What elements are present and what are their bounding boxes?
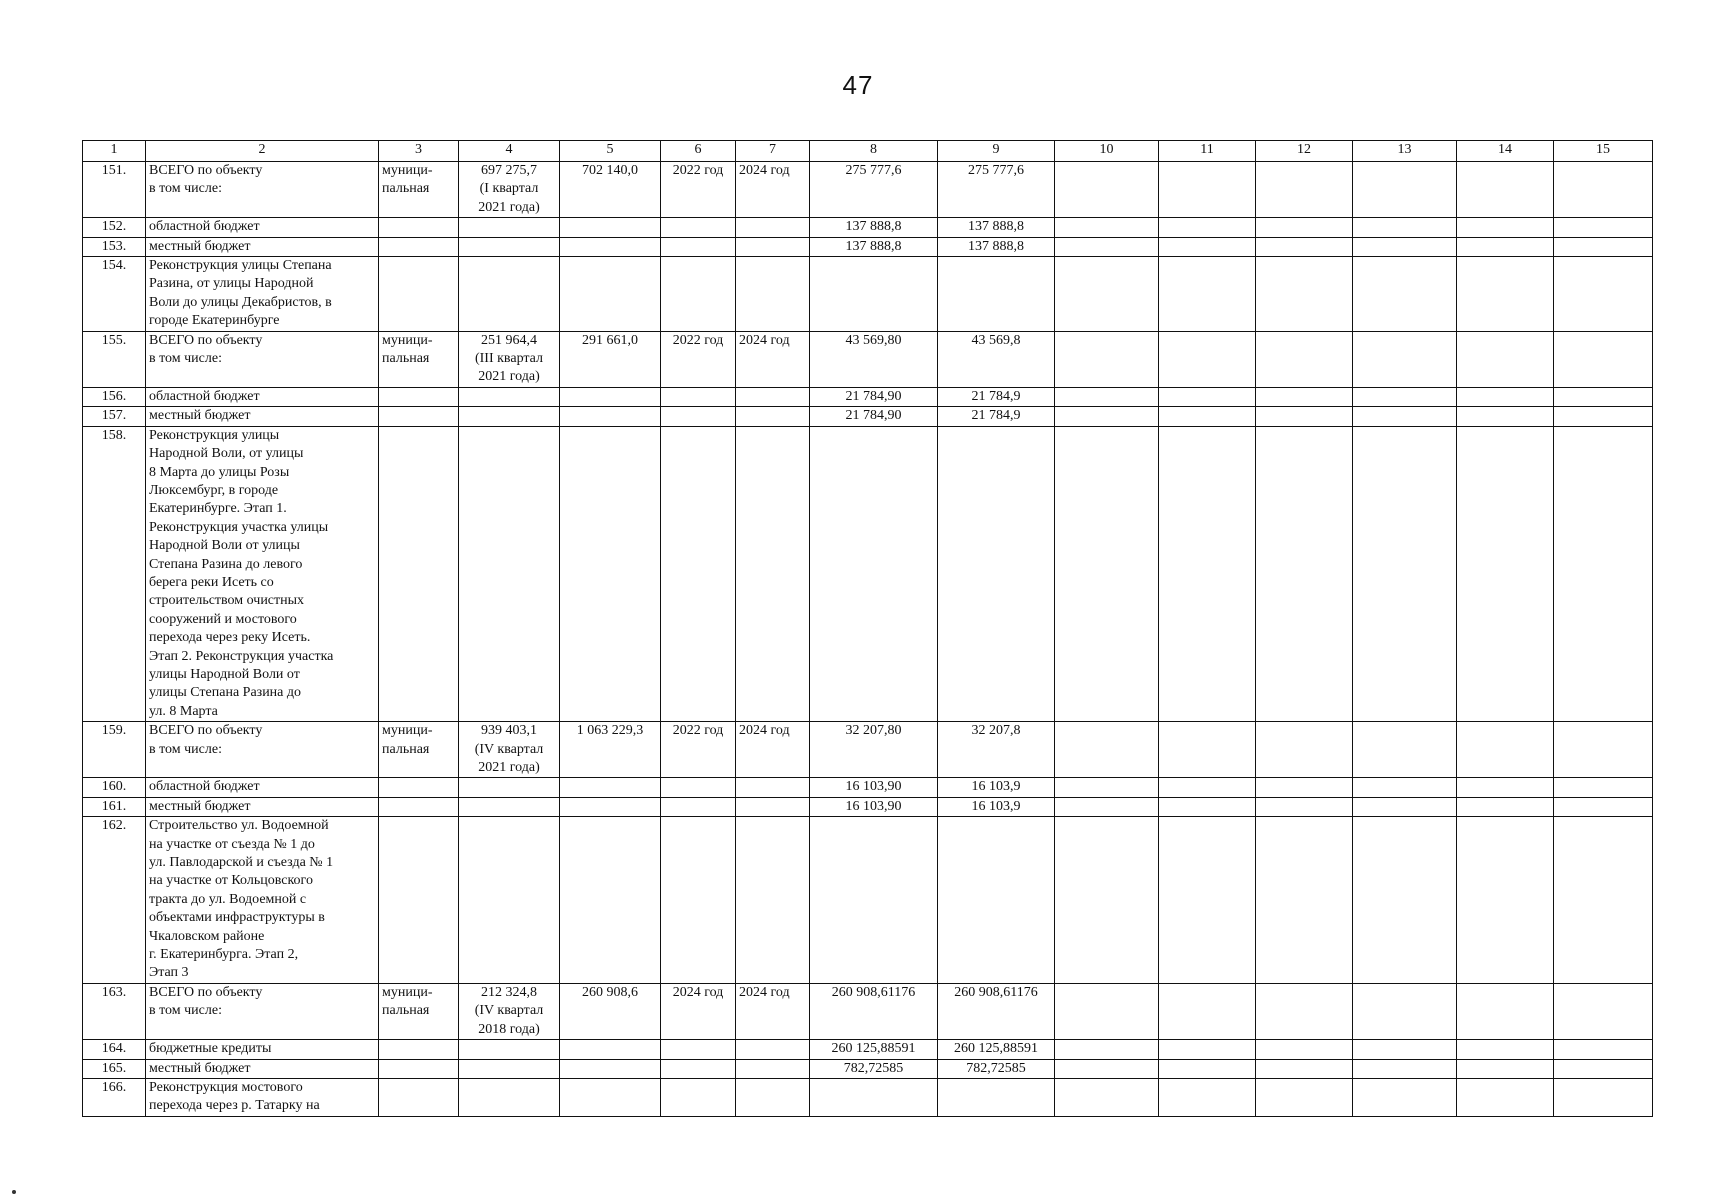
funding-year-cell: 16 103,9 — [938, 797, 1055, 816]
total-cost-cell — [560, 257, 661, 332]
row-name: ВСЕГО по объекту в том числе: — [146, 983, 379, 1039]
column-14-cell — [1457, 237, 1554, 256]
column-13-cell — [1353, 331, 1457, 387]
end-year-cell — [736, 237, 810, 256]
column-12-cell — [1256, 797, 1353, 816]
column-13-cell — [1353, 983, 1457, 1039]
start-year-cell — [661, 218, 736, 237]
column-11-cell — [1159, 778, 1256, 797]
funding-year-cell — [938, 257, 1055, 332]
ownership-cell — [379, 1040, 459, 1059]
row-name: ВСЕГО по объекту в том числе: — [146, 162, 379, 218]
funding-total-cell — [810, 257, 938, 332]
column-13-cell — [1353, 1040, 1457, 1059]
column-15-cell — [1554, 237, 1653, 256]
column-14-cell — [1457, 1078, 1554, 1116]
column-13-cell — [1353, 237, 1457, 256]
ownership-cell — [379, 407, 459, 426]
column-13-cell — [1353, 257, 1457, 332]
column-10-cell — [1055, 1040, 1159, 1059]
row-number: 164. — [83, 1040, 146, 1059]
start-year-cell: 2022 год — [661, 722, 736, 778]
column-13-cell — [1353, 1059, 1457, 1078]
row-number: 160. — [83, 778, 146, 797]
table-row — [83, 162, 1653, 218]
column-15-cell — [1554, 722, 1653, 778]
column-15-cell — [1554, 407, 1653, 426]
column-13-cell — [1353, 162, 1457, 218]
column-header-6: 6 — [661, 141, 736, 162]
funding-total-cell: 137 888,8 — [810, 218, 938, 237]
row-name: областной бюджет — [146, 778, 379, 797]
table-row — [83, 1040, 1653, 1059]
column-14-cell — [1457, 1040, 1554, 1059]
funding-year-cell: 275 777,6 — [938, 162, 1055, 218]
column-11-cell — [1159, 426, 1256, 722]
column-header-5: 5 — [560, 141, 661, 162]
funding-year-cell: 137 888,8 — [938, 218, 1055, 237]
total-cost-cell — [560, 778, 661, 797]
total-cost-cell: 702 140,0 — [560, 162, 661, 218]
funding-year-cell — [938, 817, 1055, 984]
funding-total-cell: 16 103,90 — [810, 797, 938, 816]
column-14-cell — [1457, 797, 1554, 816]
funding-total-cell: 260 908,61176 — [810, 983, 938, 1039]
funding-year-cell: 782,72585 — [938, 1059, 1055, 1078]
total-cost-cell — [560, 1040, 661, 1059]
ownership-cell — [379, 1059, 459, 1078]
start-year-cell — [661, 778, 736, 797]
funding-year-cell: 137 888,8 — [938, 237, 1055, 256]
row-name: Реконструкция улицы Народной Воли, от улицы 8 Марта до улицы Розы Люксембург, в городе Екатеринбурге. Этап 1. Реконструкция участка улицы Народной Воли от улицы Степана Разина до левого берега реки Исеть со строительством очистных сооружений и мостового перехода через реку Исеть. Этап 2. Реконструкция участка улицы Народной Воли от улицы Степана Разина до ул. 8 Марта — [146, 426, 379, 722]
page-number: 47 — [842, 70, 874, 100]
row-name: Реконструкция мостового перехода через р. Татарку на — [146, 1078, 379, 1116]
column-15-cell — [1554, 257, 1653, 332]
total-cost-cell — [560, 237, 661, 256]
column-13-cell — [1353, 817, 1457, 984]
estimated-cost-cell: 939 403,1 (IV квартал 2021 года) — [459, 722, 560, 778]
table-row — [83, 407, 1653, 426]
column-10-cell — [1055, 778, 1159, 797]
row-name: областной бюджет — [146, 387, 379, 406]
start-year-cell — [661, 1078, 736, 1116]
column-10-cell — [1055, 257, 1159, 332]
end-year-cell: 2024 год — [736, 722, 810, 778]
start-year-cell: 2024 год — [661, 983, 736, 1039]
column-10-cell — [1055, 331, 1159, 387]
column-13-cell — [1353, 1078, 1457, 1116]
column-10-cell — [1055, 237, 1159, 256]
row-number: 166. — [83, 1078, 146, 1116]
row-number: 152. — [83, 218, 146, 237]
estimated-cost-cell — [459, 257, 560, 332]
row-name: Строительство ул. Водоемной на участке от съезда № 1 до ул. Павлодарской и съезда № 1 на участке от Кольцовского тракта до ул. Водоемной с объектами инфраструктуры в Чкаловском районе г. Екатеринбурга. Этап 2, Этап 3 — [146, 817, 379, 984]
table-row — [83, 331, 1653, 387]
total-cost-cell: 291 661,0 — [560, 331, 661, 387]
start-year-cell — [661, 237, 736, 256]
ownership-cell: муници- пальная — [379, 331, 459, 387]
column-12-cell — [1256, 1078, 1353, 1116]
row-name: областной бюджет — [146, 218, 379, 237]
estimated-cost-cell — [459, 426, 560, 722]
estimated-cost-cell: 251 964,4 (III квартал 2021 года) — [459, 331, 560, 387]
column-14-cell — [1457, 387, 1554, 406]
start-year-cell — [661, 387, 736, 406]
funding-year-cell: 260 125,88591 — [938, 1040, 1055, 1059]
column-14-cell — [1457, 1059, 1554, 1078]
end-year-cell: 2024 год — [736, 162, 810, 218]
column-10-cell — [1055, 426, 1159, 722]
funding-year-cell — [938, 1078, 1055, 1116]
table-row — [83, 722, 1653, 778]
funding-year-cell: 21 784,9 — [938, 387, 1055, 406]
ownership-cell — [379, 817, 459, 984]
total-cost-cell — [560, 426, 661, 722]
column-11-cell — [1159, 983, 1256, 1039]
end-year-cell — [736, 407, 810, 426]
estimated-cost-cell — [459, 407, 560, 426]
estimated-cost-cell — [459, 237, 560, 256]
table-body — [83, 162, 1653, 1117]
start-year-cell — [661, 1040, 736, 1059]
end-year-cell: 2024 год — [736, 331, 810, 387]
ownership-cell — [379, 1078, 459, 1116]
total-cost-cell — [560, 407, 661, 426]
funding-total-cell: 21 784,90 — [810, 387, 938, 406]
row-name: местный бюджет — [146, 797, 379, 816]
column-12-cell — [1256, 331, 1353, 387]
funding-year-cell — [938, 426, 1055, 722]
funding-total-cell: 260 125,88591 — [810, 1040, 938, 1059]
estimated-cost-cell — [459, 1040, 560, 1059]
end-year-cell — [736, 218, 810, 237]
column-10-cell — [1055, 983, 1159, 1039]
row-number: 161. — [83, 797, 146, 816]
column-12-cell — [1256, 426, 1353, 722]
start-year-cell — [661, 817, 736, 984]
column-15-cell — [1554, 1040, 1653, 1059]
column-10-cell — [1055, 162, 1159, 218]
column-14-cell — [1457, 722, 1554, 778]
column-10-cell — [1055, 407, 1159, 426]
column-10-cell — [1055, 218, 1159, 237]
table-row — [83, 426, 1653, 722]
end-year-cell — [736, 817, 810, 984]
row-number: 162. — [83, 817, 146, 984]
header-row — [83, 141, 1653, 162]
column-10-cell — [1055, 722, 1159, 778]
table-row — [83, 983, 1653, 1039]
row-name: местный бюджет — [146, 1059, 379, 1078]
table-row — [83, 237, 1653, 256]
column-15-cell — [1554, 817, 1653, 984]
column-14-cell — [1457, 426, 1554, 722]
column-13-cell — [1353, 778, 1457, 797]
column-11-cell — [1159, 1078, 1256, 1116]
column-15-cell — [1554, 797, 1653, 816]
table-row — [83, 817, 1653, 984]
column-header-11: 11 — [1159, 141, 1256, 162]
column-15-cell — [1554, 218, 1653, 237]
column-13-cell — [1353, 722, 1457, 778]
column-10-cell — [1055, 797, 1159, 816]
column-14-cell — [1457, 983, 1554, 1039]
column-header-1: 1 — [83, 141, 146, 162]
total-cost-cell — [560, 1059, 661, 1078]
estimated-cost-cell — [459, 797, 560, 816]
funding-total-cell — [810, 1078, 938, 1116]
column-14-cell — [1457, 257, 1554, 332]
column-11-cell — [1159, 817, 1256, 984]
row-name: ВСЕГО по объекту в том числе: — [146, 331, 379, 387]
ownership-cell — [379, 797, 459, 816]
column-12-cell — [1256, 162, 1353, 218]
column-12-cell — [1256, 778, 1353, 797]
column-12-cell — [1256, 257, 1353, 332]
column-12-cell — [1256, 1059, 1353, 1078]
row-number: 163. — [83, 983, 146, 1039]
start-year-cell — [661, 257, 736, 332]
total-cost-cell — [560, 1078, 661, 1116]
estimated-cost-cell — [459, 778, 560, 797]
scan-mark — [12, 1190, 16, 1194]
column-header-9: 9 — [938, 141, 1055, 162]
column-12-cell — [1256, 387, 1353, 406]
column-14-cell — [1457, 218, 1554, 237]
ownership-cell — [379, 257, 459, 332]
row-name: Реконструкция улицы Степана Разина, от улицы Народной Воли до улицы Декабристов, в городе Екатеринбурге — [146, 257, 379, 332]
column-12-cell — [1256, 407, 1353, 426]
column-header-13: 13 — [1353, 141, 1457, 162]
row-name: ВСЕГО по объекту в том числе: — [146, 722, 379, 778]
end-year-cell — [736, 1059, 810, 1078]
total-cost-cell — [560, 817, 661, 984]
ownership-cell — [379, 218, 459, 237]
row-name: местный бюджет — [146, 407, 379, 426]
column-15-cell — [1554, 778, 1653, 797]
row-number: 156. — [83, 387, 146, 406]
column-13-cell — [1353, 407, 1457, 426]
column-11-cell — [1159, 1040, 1256, 1059]
column-header-7: 7 — [736, 141, 810, 162]
total-cost-cell: 1 063 229,3 — [560, 722, 661, 778]
column-15-cell — [1554, 1059, 1653, 1078]
estimated-cost-cell — [459, 387, 560, 406]
ownership-cell — [379, 387, 459, 406]
row-number: 157. — [83, 407, 146, 426]
funding-total-cell: 43 569,80 — [810, 331, 938, 387]
column-11-cell — [1159, 331, 1256, 387]
table-row — [83, 387, 1653, 406]
funding-year-cell: 43 569,8 — [938, 331, 1055, 387]
funding-total-cell: 21 784,90 — [810, 407, 938, 426]
start-year-cell: 2022 год — [661, 162, 736, 218]
column-12-cell — [1256, 1040, 1353, 1059]
funding-total-cell: 137 888,8 — [810, 237, 938, 256]
funding-year-cell: 21 784,9 — [938, 407, 1055, 426]
column-13-cell — [1353, 218, 1457, 237]
table-row — [83, 1078, 1653, 1116]
column-header-12: 12 — [1256, 141, 1353, 162]
row-number: 153. — [83, 237, 146, 256]
total-cost-cell — [560, 797, 661, 816]
start-year-cell — [661, 426, 736, 722]
column-10-cell — [1055, 817, 1159, 984]
column-15-cell — [1554, 426, 1653, 722]
column-10-cell — [1055, 1059, 1159, 1078]
row-number: 155. — [83, 331, 146, 387]
column-header-10: 10 — [1055, 141, 1159, 162]
funding-year-cell: 260 908,61176 — [938, 983, 1055, 1039]
column-header-15: 15 — [1554, 141, 1653, 162]
column-header-8: 8 — [810, 141, 938, 162]
column-14-cell — [1457, 817, 1554, 984]
end-year-cell — [736, 1078, 810, 1116]
row-name: бюджетные кредиты — [146, 1040, 379, 1059]
table-row — [83, 797, 1653, 816]
column-11-cell — [1159, 1059, 1256, 1078]
ownership-cell: муници- пальная — [379, 722, 459, 778]
start-year-cell — [661, 1059, 736, 1078]
column-12-cell — [1256, 218, 1353, 237]
column-12-cell — [1256, 237, 1353, 256]
column-12-cell — [1256, 983, 1353, 1039]
end-year-cell — [736, 387, 810, 406]
total-cost-cell — [560, 218, 661, 237]
end-year-cell — [736, 797, 810, 816]
start-year-cell — [661, 797, 736, 816]
row-number: 165. — [83, 1059, 146, 1078]
ownership-cell: муници- пальная — [379, 983, 459, 1039]
row-name: местный бюджет — [146, 237, 379, 256]
column-15-cell — [1554, 162, 1653, 218]
table-row — [83, 218, 1653, 237]
estimated-cost-cell — [459, 817, 560, 984]
funding-total-cell — [810, 426, 938, 722]
column-11-cell — [1159, 797, 1256, 816]
start-year-cell — [661, 407, 736, 426]
total-cost-cell: 260 908,6 — [560, 983, 661, 1039]
funding-total-cell — [810, 817, 938, 984]
table-row — [83, 778, 1653, 797]
row-number: 158. — [83, 426, 146, 722]
column-13-cell — [1353, 797, 1457, 816]
column-11-cell — [1159, 257, 1256, 332]
column-14-cell — [1457, 331, 1554, 387]
column-11-cell — [1159, 237, 1256, 256]
end-year-cell — [736, 257, 810, 332]
column-13-cell — [1353, 387, 1457, 406]
ownership-cell — [379, 426, 459, 722]
funding-total-cell: 782,72585 — [810, 1059, 938, 1078]
column-15-cell — [1554, 1078, 1653, 1116]
column-11-cell — [1159, 218, 1256, 237]
table-row — [83, 1059, 1653, 1078]
end-year-cell: 2024 год — [736, 983, 810, 1039]
column-14-cell — [1457, 162, 1554, 218]
column-11-cell — [1159, 387, 1256, 406]
column-13-cell — [1353, 426, 1457, 722]
ownership-cell — [379, 778, 459, 797]
funding-year-cell: 16 103,9 — [938, 778, 1055, 797]
column-10-cell — [1055, 1078, 1159, 1116]
column-15-cell — [1554, 983, 1653, 1039]
row-number: 159. — [83, 722, 146, 778]
ownership-cell — [379, 237, 459, 256]
column-11-cell — [1159, 722, 1256, 778]
end-year-cell — [736, 778, 810, 797]
column-14-cell — [1457, 407, 1554, 426]
estimated-cost-cell — [459, 218, 560, 237]
estimated-cost-cell: 697 275,7 (I квартал 2021 года) — [459, 162, 560, 218]
column-15-cell — [1554, 387, 1653, 406]
row-number: 151. — [83, 162, 146, 218]
end-year-cell — [736, 426, 810, 722]
column-header-14: 14 — [1457, 141, 1554, 162]
column-header-2: 2 — [146, 141, 379, 162]
column-11-cell — [1159, 162, 1256, 218]
start-year-cell: 2022 год — [661, 331, 736, 387]
table-row — [83, 257, 1653, 332]
column-header-3: 3 — [379, 141, 459, 162]
column-14-cell — [1457, 778, 1554, 797]
estimated-cost-cell — [459, 1078, 560, 1116]
column-15-cell — [1554, 331, 1653, 387]
estimated-cost-cell — [459, 1059, 560, 1078]
funding-total-cell: 32 207,80 — [810, 722, 938, 778]
column-10-cell — [1055, 387, 1159, 406]
funding-total-cell: 275 777,6 — [810, 162, 938, 218]
funding-total-cell: 16 103,90 — [810, 778, 938, 797]
estimated-cost-cell: 212 324,8 (IV квартал 2018 года) — [459, 983, 560, 1039]
end-year-cell — [736, 1040, 810, 1059]
column-header-4: 4 — [459, 141, 560, 162]
budget-table — [82, 140, 1653, 1117]
row-number: 154. — [83, 257, 146, 332]
ownership-cell: муници- пальная — [379, 162, 459, 218]
total-cost-cell — [560, 387, 661, 406]
column-11-cell — [1159, 407, 1256, 426]
funding-year-cell: 32 207,8 — [938, 722, 1055, 778]
column-12-cell — [1256, 817, 1353, 984]
column-12-cell — [1256, 722, 1353, 778]
